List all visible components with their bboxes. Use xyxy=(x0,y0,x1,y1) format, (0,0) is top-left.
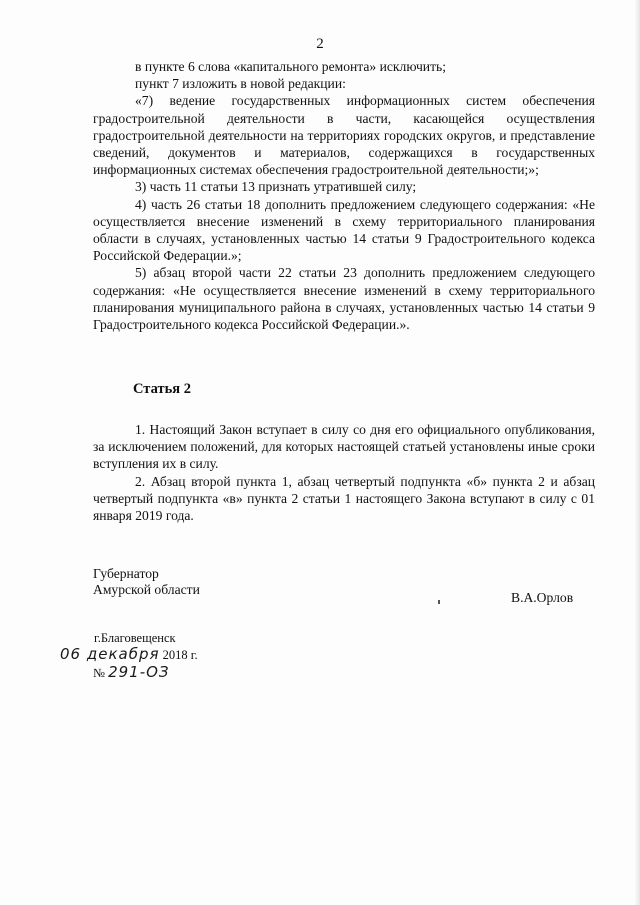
scan-edge xyxy=(634,0,640,905)
paragraph: 4) часть 26 статьи 18 дополнить предложением следующего содержания: «Не осуществляется внесение изменений в схему территориального планирования области в случаях, установленных частью 14 статьи 9 Градостроительного кодекса Российской Федерации.»; xyxy=(93,196,595,264)
handwritten-date: 06 декабря xyxy=(60,645,160,663)
handwritten-number: 291-ОЗ xyxy=(108,663,170,681)
number-sign: № xyxy=(93,666,105,680)
signer-name: В.А.Орлов xyxy=(511,590,574,605)
signer-region: Амурской области xyxy=(93,582,200,597)
signer-title xyxy=(93,566,200,598)
signing-date xyxy=(60,645,198,663)
article-heading: Статья 2 xyxy=(133,381,191,397)
law-number xyxy=(93,663,170,681)
paragraph: пункт 7 изложить в новой редакции: xyxy=(135,76,346,92)
article-text xyxy=(93,421,595,524)
signer-position: Губернатор xyxy=(93,566,159,581)
amendments-text xyxy=(93,58,595,333)
paragraph: «7) ведение государственных информационных систем обеспечения градостроительной деятельности в части, касающейся осуществления градостроительной деятельности на территориях городских округов, и представление сведений, документов и материалов, содержащихся в государственных информационных системах обеспечения градостроительной деятельности;»; xyxy=(93,93,595,178)
page-number: 2 xyxy=(316,36,324,52)
paragraph: 2. Абзац второй пункта 1, абзац четвертый подпункта «б» пункта 2 и абзац четвертый подпункта «в» пункта 2 статьи 1 настоящего Закона вступают в силу с 01 января 2019 года. xyxy=(93,473,595,524)
place-of-signing: г.Благовещенск xyxy=(94,631,176,645)
date-year: 2018 г. xyxy=(162,648,198,662)
paragraph: 3) часть 11 статьи 13 признать утратившей силу; xyxy=(135,179,417,195)
paragraph: в пункте 6 слова «капитального ремонта» исключить; xyxy=(135,59,446,74)
paragraph: 5) абзац второй части 22 статьи 23 дополнить предложением следующего содержания: «Не осуществляется внесение изменений в схему территориального планирования муниципального района в случаях, установленных частью 14 статьи 9 Градостроительного кодекса Российской Федерации.». xyxy=(93,265,595,333)
scan-speck xyxy=(438,600,440,604)
paragraph: 1. Настоящий Закон вступает в силу со дня его официального опубликования, за исключением положений, для которых настоящей статьей установлены иные сроки вступления их в силу. xyxy=(93,422,595,472)
